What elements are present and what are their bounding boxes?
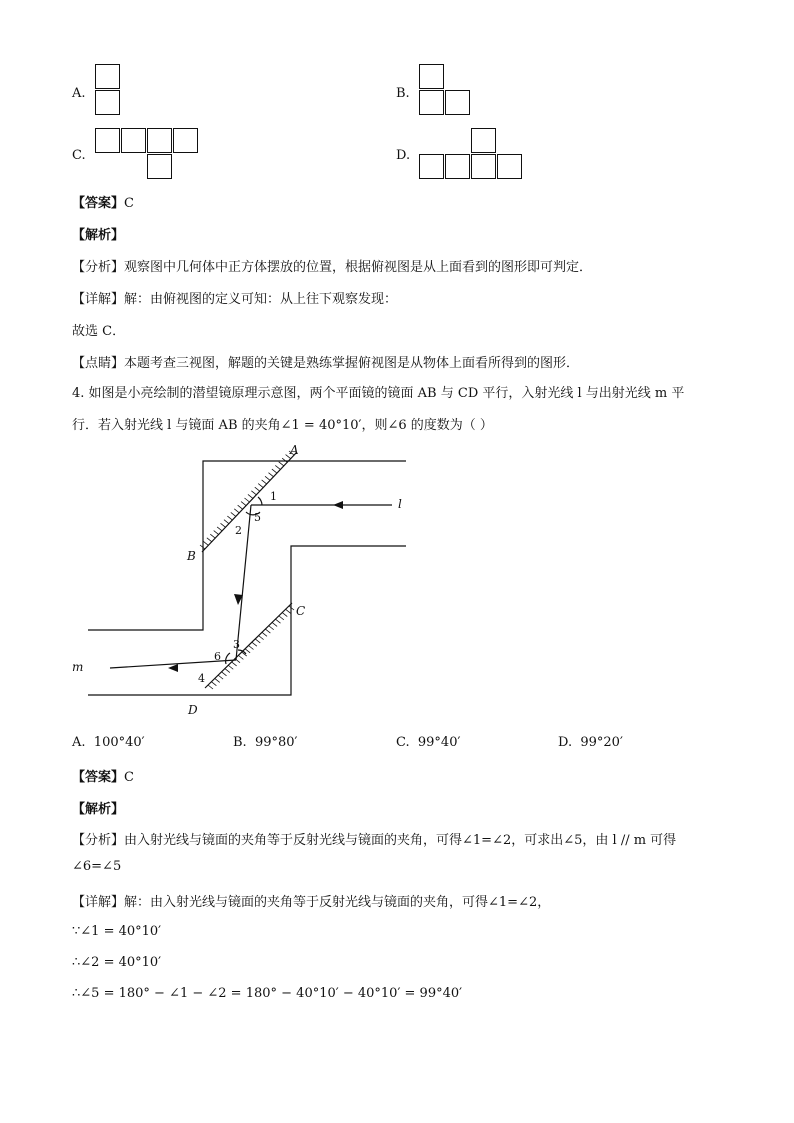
hatch-tick bbox=[238, 655, 243, 659]
angle-arc-1 bbox=[258, 497, 262, 505]
choice-label: B. bbox=[233, 735, 247, 750]
hatch-tick bbox=[255, 487, 260, 491]
choice-text: 100°40′ bbox=[93, 735, 145, 750]
hatch-tick bbox=[275, 465, 280, 469]
choice-label: C. bbox=[396, 735, 410, 750]
label-m: m bbox=[72, 660, 84, 674]
hatch-tick bbox=[262, 480, 267, 484]
label-a: A bbox=[290, 443, 299, 457]
xiangjie-text: 解：由入射光线与镜面的夹角等于反射光线与镜面的夹角，可得∠1=∠2， bbox=[124, 895, 551, 910]
fenxi-text: 观察图中几何体中正方体摆放的位置，根据俯视图是从上面看到的图形即可判定． bbox=[124, 260, 593, 275]
q4-xiangjie-line bbox=[72, 891, 550, 910]
hatch-tick bbox=[238, 505, 243, 509]
q4-choice-a[interactable] bbox=[72, 735, 145, 750]
choice-text: 99°20′ bbox=[580, 735, 623, 750]
tube-lower-outline bbox=[88, 546, 406, 695]
hatch-tick bbox=[235, 659, 240, 663]
q4-choice-c[interactable] bbox=[396, 735, 460, 750]
hatch-tick bbox=[248, 494, 253, 498]
q4-step3: ∴∠5 = 180° − ∠1 − ∠2 = 180° − 40°10′ − 40°10′ = 99°40′ bbox=[72, 986, 463, 1001]
hatch-tick bbox=[241, 502, 246, 506]
hatch-tick bbox=[231, 512, 236, 516]
choice-label: A. bbox=[72, 735, 86, 750]
label-l: l bbox=[398, 497, 402, 511]
option-b-label: B. bbox=[396, 86, 410, 101]
hatch-tick bbox=[214, 531, 219, 535]
fenxi-tag: 【分析】 bbox=[72, 833, 125, 848]
q4-step2: ∴∠2 = 40°10′ bbox=[72, 955, 162, 970]
hatch-tick bbox=[252, 642, 257, 646]
analysis-tag: 【解析】 bbox=[72, 228, 125, 243]
hatch-tick bbox=[262, 632, 267, 636]
label-angle-1: 1 bbox=[270, 490, 277, 503]
q4-step1: ∵∠1 = 40°10′ bbox=[72, 924, 162, 939]
hatch-tick bbox=[286, 609, 291, 613]
hatch-tick bbox=[217, 527, 222, 531]
hatch-tick bbox=[251, 491, 256, 495]
hatch-tick bbox=[259, 636, 264, 640]
label-angle-5: 5 bbox=[254, 511, 261, 524]
answer-tag: 【答案】 bbox=[72, 196, 125, 211]
q4-stem-line1: 4. 如图是小亮绘制的潜望镜原理示意图，两个平面镜的镜面 AB 与 CD 平行，入射光线 l 与出射光线 m 平 bbox=[72, 386, 685, 401]
label-angle-4: 4 bbox=[198, 672, 205, 685]
hatch-tick bbox=[249, 646, 254, 650]
hatch-tick bbox=[269, 626, 274, 630]
choice-label: D. bbox=[558, 735, 573, 750]
option-c-label: C. bbox=[72, 148, 86, 163]
hatch-tick bbox=[225, 669, 230, 673]
q4-fenxi-line1 bbox=[72, 829, 676, 848]
hatch-tick bbox=[258, 484, 263, 488]
hatch-tick bbox=[276, 619, 281, 623]
q4-fenxi-line2: ∠6=∠5 bbox=[72, 859, 122, 874]
xiangjie-text: 解：由俯视图的定义可知：从上往下观察发现： bbox=[124, 292, 398, 307]
hatch-tick bbox=[234, 509, 239, 513]
q3-conclusion: 故选 C． bbox=[72, 324, 126, 339]
hatch-tick bbox=[221, 523, 226, 527]
label-angle-3: 3 bbox=[233, 638, 240, 651]
angle-arc-6 bbox=[226, 653, 230, 664]
hatch-tick bbox=[224, 520, 229, 524]
hatch-tick bbox=[255, 639, 260, 643]
hatch-tick bbox=[207, 538, 212, 542]
xiangjie-tag: 【详解】 bbox=[72, 895, 125, 910]
hatch-tick bbox=[210, 534, 215, 538]
label-b: B bbox=[187, 549, 196, 563]
option-d-label: D. bbox=[396, 148, 411, 163]
hatch-tick bbox=[279, 462, 284, 466]
hatch-tick bbox=[245, 498, 250, 502]
hatch-tick bbox=[228, 665, 233, 669]
label-angle-6: 6 bbox=[214, 650, 221, 663]
answer-value: C bbox=[124, 196, 134, 211]
analysis-tag: 【解析】 bbox=[72, 802, 125, 817]
hatch-tick bbox=[282, 458, 287, 462]
hatch-tick bbox=[268, 473, 273, 477]
hatch-tick bbox=[208, 685, 213, 689]
fenxi-text: 由入射光线与镜面的夹角等于反射光线与镜面的夹角，可得∠1=∠2，可求出∠5，由 l // m 可得 bbox=[124, 833, 677, 848]
hatch-tick bbox=[232, 662, 237, 666]
hatch-tick bbox=[215, 678, 220, 682]
label-d: D bbox=[188, 703, 198, 717]
hatch-tick bbox=[272, 622, 277, 626]
hatch-tick bbox=[218, 675, 223, 679]
q4-answer-line bbox=[72, 766, 134, 785]
hatch-tick bbox=[282, 613, 287, 617]
label-c: C bbox=[296, 604, 306, 618]
mirror-cd-hatching bbox=[208, 606, 294, 689]
q4-choice-b[interactable] bbox=[233, 735, 298, 750]
arrow-m bbox=[168, 664, 178, 672]
hatch-tick bbox=[272, 469, 277, 473]
choice-text: 99°40′ bbox=[417, 735, 461, 750]
hatch-tick bbox=[211, 682, 216, 686]
arrow-l bbox=[333, 501, 343, 509]
hatch-tick bbox=[227, 516, 232, 520]
q4-stem-line2: 行．若入射光线 l 与镜面 AB 的夹角∠1 = 40°10′，则∠6 的度数为（ ） bbox=[72, 418, 493, 433]
dianjing-text: 本题考查三视图，解题的关键是熟练掌握俯视图是从物体上面看所得到的图形． bbox=[124, 356, 580, 371]
hatch-tick bbox=[222, 672, 227, 676]
answer-tag: 【答案】 bbox=[72, 770, 125, 785]
hatch-tick bbox=[279, 616, 284, 620]
mirror-ab-hatching bbox=[200, 451, 294, 549]
option-a-label: A. bbox=[72, 86, 86, 101]
hatch-tick bbox=[245, 649, 250, 653]
xiangjie-tag: 【详解】 bbox=[72, 292, 125, 307]
q4-analysis-line bbox=[72, 798, 124, 817]
label-angle-2: 2 bbox=[235, 524, 242, 537]
dianjing-tag: 【点睛】 bbox=[72, 356, 125, 371]
q4-choice-d[interactable] bbox=[558, 735, 623, 750]
hatch-tick bbox=[265, 629, 270, 633]
hatch-tick bbox=[265, 476, 270, 480]
answer-value: C bbox=[124, 770, 134, 785]
hatch-tick bbox=[203, 541, 208, 545]
fenxi-tag: 【分析】 bbox=[72, 260, 125, 275]
choice-text: 99°80′ bbox=[254, 735, 298, 750]
